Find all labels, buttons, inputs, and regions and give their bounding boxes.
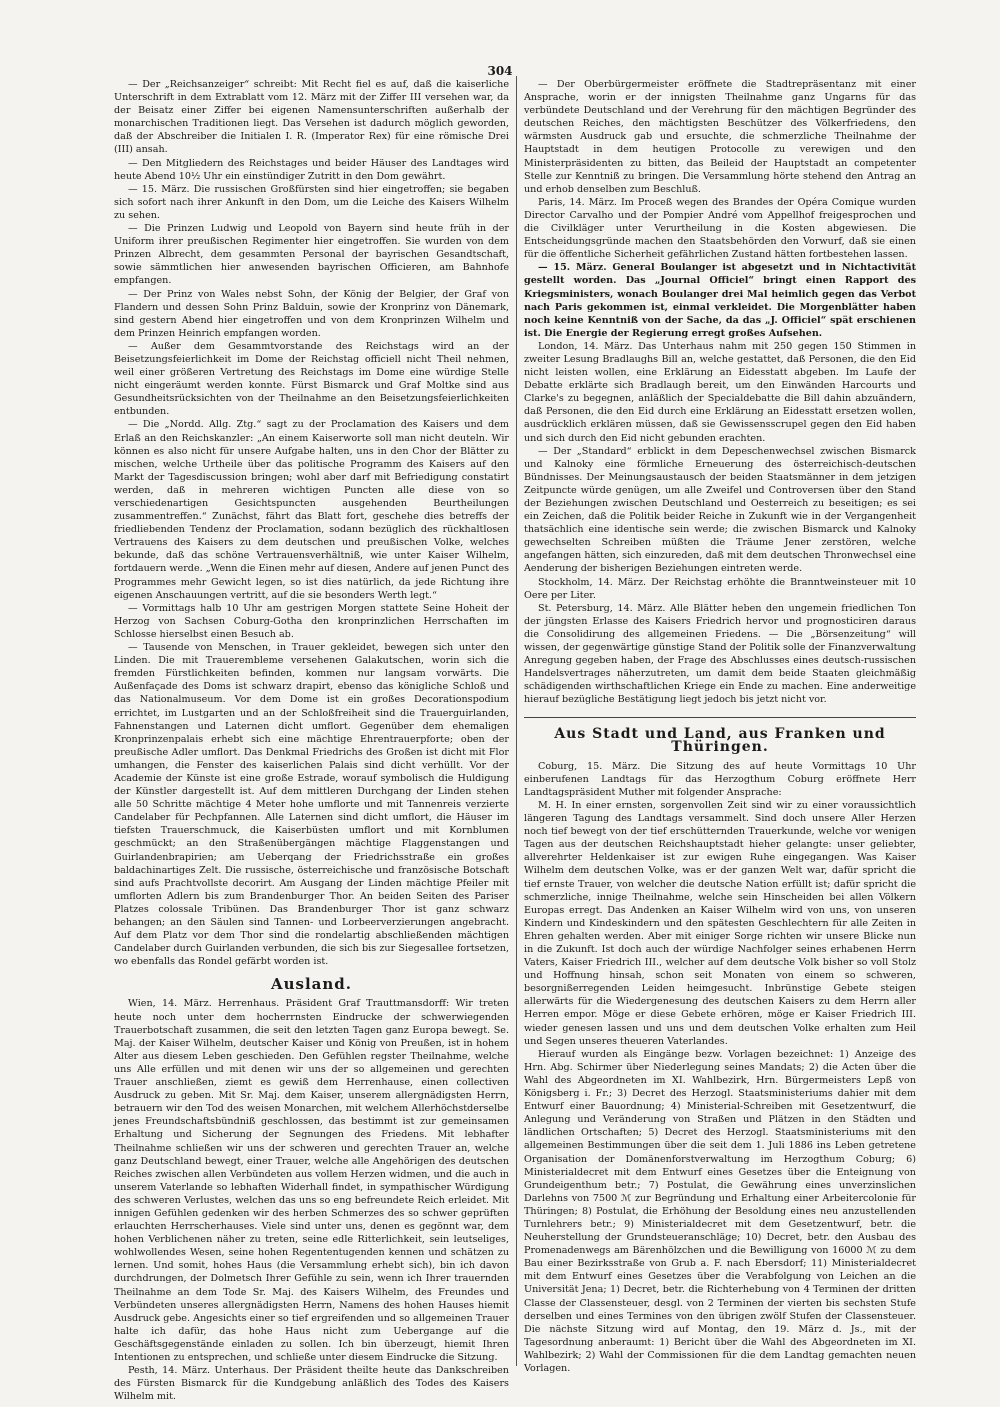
article-paragraph: — Die Prinzen Ludwig und Leopold von Bayern sind heute früh in der Uniform ihrer preußischen Regimenter hier eingetroffen. Sie wurden von dem Prinzen Albrecht, dem gesammten Personal der bayrischen Gesandtschaft, sowie sämmtlichen hier anwesenden bayrischen Officieren, am Bahnhofe empfangen. [114,223,509,287]
article-paragraph: — Der „Standard“ erblickt in dem Depeschenwechsel zwischen Bismarck und Kalnoky eine förmliche Erneuerung des österreichisch-deutschen Bündnisses. Der Meinungsaustausch der beiden Staatsmänner in dem jetzigen Zeitpuncte würde genügen, um alle Zweifel und Controversen über den Stand der Beziehungen zwischen Deutschland und Oesterreich zu beseitigen; es sei ein Zeichen, daß die Politik beider Reiche in Zukunft wie in der Vergangenheit thatsächlich eine identische sein werde; die zwischen Bismarck und Kalnoky gewechselten Schreiben müßten die Träume Jener zerstören, welche angefangen hätten, sich einzureden, daß mit dem deutschen Thronwechsel eine Aenderung der bisherigen Beziehungen eintreten werde. [524,445,916,575]
article-paragraph: — Der „Reichsanzeiger“ schreibt: Mit Recht fiel es auf, daß die kaiserliche Unterschrift in dem Extrablatt vom 12. März mit der Ziffer III versehen war, da der Beisatz einer Ziffer bei eigenen Namensunterschriften außerhalb der monarchischen Traditionen liegt. Das Versehen ist dadurch möglich geworden, daß der Abschreiber die Initialen I. R. (Imperator Rex) für eine römische Drei (III) ansah. [114,79,509,156]
section-heading-ausland: Ausland. [270,975,353,994]
article-paragraph: London, 14. März. Das Unterhaus nahm mit 250 gegen 150 Stimmen in zweiter Lesung Bradlaughs Bill an, welche gestattet, daß Personen, die den Eid nicht leisten wollen, eine Erklärung an Eidesstatt abgeben. Im Laufe der Debatte erklärte sich Bradlaugh bereit, um den Einwänden Harcourts und Clarke's zu begegnen, anläßlich der Specialdebatte die Bill dahin abzuändern, daß Personen, die den Eid durch eine Erklärung an Eidesstatt ersetzen wollen, ausdrücklich erklären müssen, daß sie Gewissensscrupel gegen den Eid haben und sich durch den Eid nicht gebunden erachten. [524,340,916,444]
column-divider [516,76,517,1366]
article-paragraph: — Der Oberbürgermeister eröffnete die Stadtrepräsentanz mit einer Ansprache, worin er der innigsten Theilnahme ganz Ungarns für das verbündete Deutschland und der Verehrung für den mächtigen Begründer des deutschen Reiches, den mächtigsten Beschützer des Völkerfriedens, den wärmsten Ausdruck gab und ersuchte, die schmerzliche Theilnahme der Hauptstadt in dem heutigen Protocolle zu verewigen und den Ministerpräsidenten zu bitten, das Beileid der Hauptstadt an competenter Stelle zur Kenntniß zu bringen. Die Versammlung hörte stehend den Antrag an und erhob denselben zum Beschluß. [524,79,916,195]
section-rule [524,717,916,718]
article-paragraph: Hierauf wurden als Eingänge bezw. Vorlagen bezeichnet: 1) Anzeige des Hrn. Abg. Schirmer über Niederlegung seines Mandats; 2) die Acten über die Wahl des Abgeordneten im XI. Wahlbezirk, Hrn. Bürgermeisters Lepß von Königsberg i. Fr.; 3) Decret des Herzogl. Staatsministeriums dahier mit dem Entwurf einer Bauordnung; 4) Ministerial-Schreiben mit Gesetzentwurf, die Anlegung und Veränderung von Straßen und Plätzen in den Städten und ländlichen Ortschaften; 5) Decret des Herzogl. Staatsministeriums mit den allgemeinen Bestimmungen über die seit dem 1. Juli 1886 ins Leben getretene Organisation der Domänenforstverwaltung im Herzogthum Coburg; 6) Ministerialdecret mit dem Entwurf eines Gesetzes über die Enteignung von Grundeigenthum betr.; 7) Postulat, die Gewährung eines unverzinslichen Darlehns von 7500 ℳ zur Begründung und Erhaltung einer Arbeitercolonie für Thüringen; 8) Postulat, die Erhöhung der Besoldung eines neu anzustellenden Turnlehrers betr.; 9) Ministerialdecret mit dem Gesetzentwurf, betr. die Neuherstellung der Grundsteueranschläge; 10) Decret, betr. den Ausbau des Promenadenwegs am Bärenhölzchen und die Bewilligung von 16000 ℳ zu dem Bau einer Bezirksstraße von Grub a. F. nach Ebersdorf; 11) Ministerialdecret mit dem Entwurf eines Gesetzes über die Verabfolgung von Leichen an die Universität Jena; 1) Decret, betr. die Richterhebung von 4 Terminen der dritten Classe der Classensteuer, desgl. von 2 Terminen der vierten bis sechsten Stufe derselben und eines Termines von den übrigen zwölf Stufen der Classensteuer. Die nächste Sitzung wird auf Montag, den 19. März d. Js., mit der Tagesordnung anberaumt: 1) Bericht über die Wahl des Abgeordneten im XI. Wahlbezirk; 2) Wahl der Commissionen für die dem Landtag gemachten neuen Vorlagen. [524,1048,916,1374]
article-paragraph: — 15. März. Die russischen Großfürsten sind hier eingetroffen; sie begaben sich sofort nach ihrer Ankunft in den Dom, um die Leiche des Kaisers Wilhelm zu sehen. [114,183,509,221]
article-paragraph: Wien, 14. März. Herrenhaus. Präsident Graf Trauttmansdorff: Wir treten heute noch unter dem hocherrnsten Eindrucke der schwerwiegenden Trauerbotschaft zusammen, die seit den letzten Tagen ganz Europa bewegt. Se. Maj. der Kaiser Wilhelm, deutscher Kaiser und König von Preußen, ist in hohem Alter aus diesem Leben geschieden. Den Gefühlen regster Theilnahme, welche uns Alle erfüllen und mit denen wir uns der so allgemeinen und gerechten Trauer anschließen, ziemt es gewiß dem Herrenhause, einen collectiven Ausdruck zu geben. Mit Sr. Maj. dem Kaiser, unserem allergnädigsten Herrn, betrauern wir den Tod des weisen Monarchen, mit welchem Allerhöchstderselbe jenes Freundschaftsbündniß geschlossen, das bestimmt ist zur gemeinsamen Erhaltung und Sicherung der Segnungen des Friedens. Mit lebhafter Theilnahme schließen wir uns der schweren und gerechten Trauer an, welche ganz Deutschland bewegt, einer Trauer, welche alle Angehörigen des deutschen Reiches zwischen allen Verbündeten aus vollem Herzen widmen, und die auch in unserem Vaterlande so lebhaften Widerhall findet, in sympathischer Würdigung des schweren Verlustes, welchen das uns so eng befreundete Reich erleidet. Mit innigen Gefühlen gedenken wir des herben Schmerzes des so schwer geprüften erlauchten Herrscherhauses. Viele sind unter uns, denen es gegönnt war, dem hohen Verblichenen näher zu treten, seine edle Ritterlichkeit, sein leutseliges, wohlwollendes Wesen, seine hohen Regententugenden kennen und schätzen zu lernen. Und somit, hohes Haus (die Versammlung erhebt sich), bin ich davon durchdrungen, der Dolmetsch Ihrer Gefühle zu sein, wenn ich Ihrer trauernden Theilnahme an dem Tode Sr. Maj. des Kaisers Wilhelm, des Freundes und Verbündeten unseres allergnädigsten Herrn, Namens des hohen Hauses hiemit Ausdruck gebe. Angesichts einer so tief ergreifenden und so allgemeinen Trauer halte ich dafür, das hohe Haus nicht zum Uebergange auf die Geschäftsgegenstände einladen zu sollen. Ich bin überzeugt, hiemit Ihren Intentionen zu entsprechen, und schließe unter diesem Eindrucke die Sitzung. [114,998,509,1363]
article-paragraph: — Den Mitgliedern des Reichstages und beider Häuser des Landtages wird heute Abend 10½ Uhr ein einstündiger Zutritt in den Dom gewährt. [114,157,509,182]
article-paragraph: Coburg, 15. März. Die Sitzung des auf heute Vormittags 10 Uhr einberufenen Landtags für das Herzogthum Coburg eröffnete Herr Landtagspräsident Muther mit folgender Ansprache: [524,760,916,798]
article-paragraph: — Der Prinz von Wales nebst Sohn, der König der Belgier, der Graf von Flandern und dessen Sohn Prinz Balduin, sowie der Kronprinz von Dänemark, sind gestern Abend hier eingetroffen und von dem Kronprinzen Wilhelm und dem Prinzen Heinrich empfangen worden. [114,288,509,339]
right-column [524,78,916,1375]
article-paragraph: — Die „Nordd. Allg. Ztg.“ sagt zu der Proclamation des Kaisers und dem Erlaß an den Reichskanzler: „An einem Kaiserworte soll man nicht deuteln. Wir können es also nicht für unsere Aufgabe halten, uns in den Chor der Blätter zu mischen, welche Urtheile über das politische Programm des Kaisers auf den Markt der Tagesdiscussion bringen; wohl aber darf mit Befriedigung constatirt werden, daß in mehreren wichtigen Puncten alle diese von so verschiedenartigen Gesichtspuncten ausgehenden Beurtheilungen zusammentreffen.“ Zunächst, fährt das Blatt fort, geschehe dies betreffs der friedliebenden Tendenz der Proclamation, sodann bezüglich des rückhaltlosen Vertrauens des Kaisers zu dem deutschen und preußischen Volke, welches bekunde, daß das schöne Vertrauensverhältniß, wie unter Kaiser Wilhelm, fortdauern werde. „Wenn die Einen mehr auf diesen, Andere auf jenen Punct des Programmes mehr Gewicht legen, so ist dies natürlich, da jede Richtung ihre eigenen Anschauungen vertritt, auf die sie besonders Werth legt.“ [114,419,509,601]
page-number: 304 [487,64,513,78]
article-paragraph: M. H. In einer ernsten, sorgenvollen Zeit sind wir zu einer voraussichtlich längeren Tagung des Landtags versammelt. Sind doch unsere Aller Herzen noch tief bewegt von der tief erschütternden Trauerkunde, welche vor wenigen Tagen aus der deutschen Reichshauptstadt hieher gelangte: unser geliebter, allverehrter Heldenkaiser ist zur ewigen Ruhe eingegangen. Was Kaiser Wilhelm dem deutschen Volke, was er der ganzen Welt war, dafür spricht die tief ernste Trauer, von welcher die deutsche Nation erfüllt ist; dafür spricht die schmerzliche, innige Theilnahme, welche sein Hinscheiden bei allen Völkern Europas erregt. Das Andenken an Kaiser Wilhelm wird von uns, von unseren Kindern und Kindeskindern und den spätesten Geschlechtern für alle Zeiten in Ehren gehalten werden. Aber mit einiger Sorge richten wir unsere Blicke nun in die Zukunft. Ist doch auch der würdige Nachfolger seines erhabenen Herrn Vaters, Kaiser Friedrich III., welcher auf dem deutsche Volk bisher so voll Stolz und Hoffnung hinsah, schon seit Monaten von einem so schweren, besorgnißerregenden Leiden heimgesucht. Inbrünstige Gebete steigen allerwärts für die Wiedergenesung des deutschen Kaisers zu dem Herrn aller Herren empor. Möge er diese Gebete erhören, möge er Kaiser Friedrich III. wieder genesen lassen und uns und dem deutschen Volke erhalten zum Heil und Segen unseres theueren Vaterlandes. [524,799,916,1047]
article-paragraph: — 15. März. General Boulanger ist abgesetzt und in Nichtactivität gestellt worden. Das „Journal Officiel“ bringt einen Rapport des Kriegsministers, wonach Boulanger drei Mal heimlich gegen das Verbot nach Paris gekommen ist, einmal verkleidet. Die Morgenblätter haben noch keine Kenntniß von der Sache, da das „J. Officiel“ spät erschienen ist. Die Energie der Regierung erregt großes Aufsehen. [524,262,916,339]
article-paragraph: St. Petersburg, 14. März. Alle Blätter heben den ungemein friedlichen Ton der jüngsten Erlasse des Kaisers Friedrich hervor und prognosticiren daraus die Consolidirung des allgemeinen Friedens. — Die „Börsenzeitung“ will wissen, der gegenwärtige günstige Stand der Politik solle der Finanzverwaltung Anregung gegeben haben, der Frage des Abschlusses eines deutsch-russischen Handelsvertrages näherzutreten, um damit dem beide Staaten gleichmäßig schädigenden wirthschaftlichen Kriege ein Ende zu machen. Eine anderweitige hierauf bezügliche Bestätigung liegt jedoch bis jetzt nicht vor. [524,602,916,706]
article-paragraph: — Vormittags halb 10 Uhr am gestrigen Morgen stattete Seine Hoheit der Herzog von Sachsen Coburg-Gotha den kronprinzlichen Herrschaften im Schlosse hierselbst einen Besuch ab. [114,602,509,640]
article-paragraph: Pesth, 14. März. Unterhaus. Der Präsident theilte heute das Dankschreiben des Fürsten Bismarck für die Kundgebung anläßlich des Todes des Kaisers Wilhelm mit. [114,1365,509,1403]
article-paragraph: — Außer dem Gesammtvorstande des Reichstags wird an der Beisetzungsfeierlichkeit im Dome der Reichstag officiell nicht Theil nehmen, weil einer größeren Vertretung des Reichstags im Dome eine würdige Stelle nicht eingeräumt werden konnte. Fürst Bismarck und Graf Moltke sind aus Gesundheitsrücksichten von der Theilnahme an den Beisetzungsfeierlichkeiten entbunden. [114,340,509,418]
section-heading-region: Aus Stadt und Land, aus Franken und Thüringen. [554,725,886,755]
article-paragraph: — Tausende von Menschen, in Trauer gekleidet, bewegen sich unter den Linden. Die mit Trauerembleme versehenen Galakutschen, worin sich die fremden Fürstlichkeiten befinden, kommen nur langsam vorwärts. Die Außenfaçade des Doms ist schwarz drapirt, ebenso das königliche Schloß und das Nationalmuseum. Vor dem Dome ist ein großes Decorationspodium errichtet, im Lustgarten und an der Schloßfreiheit sind die Trauerguirlanden, Fahnenstangen und Laternen dicht umflort. Gegenüber dem ehemaligen Kronprinzenpalais erhebt sich eine mächtige Ehrentrauerpforte; oben der preußische Adler umflort. Das Denkmal Friedrichs des Großen ist dicht mit Flor umhangen, die Fenster des kaiserlichen Palais sind dicht verhüllt. Vor der Academie der Künste ist eine große Estrade, worauf symbolisch die Huldigung der Künstler dargestellt ist. Auf dem mittleren Durchgang der Linden stehen alle 50 Schritte mächtige 4 Meter hohe umflorte und mit Tannenreis verzierte Candelaber für Pechpfannen. Alle Laternen sind dicht umflort, die Häuser im tiefsten Trauerschmuck, die Kaiserbüsten umflort und mit Kornblumen geschmückt; an den Straßenübergängen mächtige Flaggenstangen und Guirlandenbrapirien; am Ueberqang der Friedrichsstraße ein großes baldachinartiges Zelt. Die russische, österreichische und französische Botschaft sind aufs Prachtvollste decorirt. Am Ausgang der Linden mächtige Pfeiler mit umflorten Adlern bis zum Brandenburger Thor. An beiden Seiten des Pariser Platzes colossale Tribünen. Das Brandenburger Thor ist ganz schwarz behangen; an den Säulen sind Tannen- und Lorbeerverzierungen angebracht. Auf dem Platz vor dem Thor sind die rondelartig abschließenden mächtigen Candelaber durch Guirlanden verbunden, die sich bis zur Siegesallee fortsetzen, wo ebenfalls das Rondel gefärbt worden ist. [114,642,509,968]
article-paragraph: Stockholm, 14. März. Der Reichstag erhöhte die Branntweinsteuer mit 10 Oere per Liter. [524,576,916,601]
left-column [114,78,509,1403]
article-paragraph: Paris, 14. März. Im Proceß wegen des Brandes der Opéra Comique wurden Director Carvalho und der Pompier André vom Appellhof freigesprochen und die Civilkläger unter Verurtheilung in die Kosten abgewiesen. Die Entscheidungsgründe machen den Staatsbehörden den Vorwurf, daß sie einen für die öffentliche Sicherheit gefährlichen Zustand hätten fortbestehen lassen. [524,196,916,261]
